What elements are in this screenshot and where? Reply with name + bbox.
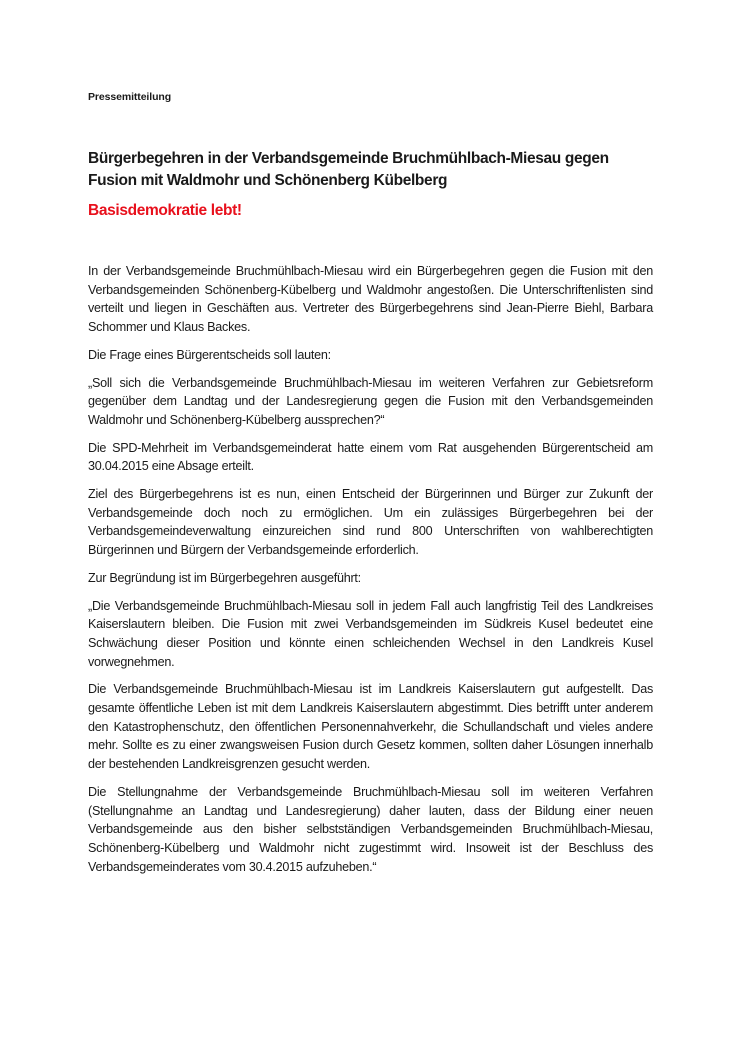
paragraph-question-quote: „Soll sich die Verbandsgemeinde Bruchmühlbach-Miesau im weiteren Verfahren zur Gebietsreform gegenüber dem Landtag und der Landesregierung gegen die Fusion mit den Verbandsgemeinden Waldmohr und Schönenberg-Kübelberg aussprechen?“	[88, 375, 653, 427]
paragraph-question-intro: Die Frage eines Bürgerentscheids soll lauten:	[88, 347, 331, 362]
press-release-body	[88, 262, 653, 885]
paragraph-spd-refusal: Die SPD-Mehrheit im Verbandsgemeinderat hatte einem vom Rat ausgehenden Bürgerentscheid am 30.04.2015 eine Absage erteilt.	[88, 440, 653, 474]
paragraph-reasoning-quote-2: Die Verbandsgemeinde Bruchmühlbach-Miesau ist im Landkreis Kaiserslautern gut aufgestellt. Das gesamte öffentliche Leben ist mit dem Landkreis Kaiserslautern abgestimmt. Dies betrifft unter anderem den Katastrophenschutz, den öffentlichen Personennahverkehr, die Schullandschaft und vieles andere mehr. Sollte es zu einer zwangsweisen Fusion durch Gesetz kommen, sollten daher Lösungen innerhalb der bestehenden Landkreisgrenzen gesucht werden.	[88, 682, 653, 772]
paragraph-reasoning-quote-1: „Die Verbandsgemeinde Bruchmühlbach-Miesau soll in jedem Fall auch langfristig Teil des Landkreises Kaiserslautern bleiben. Die Fusion mit zwei Verbandsgemeinden im Südkreis Kusel bedeutet eine Schwächung dieser Position und könnte einen schleichenden Wechsel in den Landkreis Kusel vorwegnehmen.	[88, 598, 653, 669]
document-type-label: Pressemitteilung	[88, 91, 172, 103]
paragraph-reasoning-intro: Zur Begründung ist im Bürgerbegehren ausgeführt:	[88, 570, 361, 585]
paragraph-intro: In der Verbandsgemeinde Bruchmühlbach-Miesau wird ein Bürgerbegehren gegen die Fusion mit den Verbandsgemeinden Schönenberg-Kübelberg und Waldmohr angestoßen. Die Unterschriftenlisten sind verteilt und liegen in Geschäften aus. Vertreter des Bürgerbegehrens sind Jean-Pierre Biehl, Barbara Schommer und Klaus Backes.	[88, 264, 653, 335]
paragraph-reasoning-quote-3: Die Stellungnahme der Verbandsgemeinde Bruchmühlbach-Miesau soll im weiteren Verfahren (Stellungnahme an Landtag und Landesregierung) daher lauten, dass der Bildung einer neuen Verbandsgemeinde aus den bisher selbstständigen Verbandsgemeinden Bruchmühlbach-Miesau, Schönenberg-Kübelberg und Waldmohr nicht zugestimmt wird. Insoweit ist der Beschluss des Verbandsgemeinderates vom 30.4.2015 aufzuheben.“	[88, 784, 653, 874]
press-release-subtitle: Basisdemokratie lebt!	[88, 202, 242, 219]
press-release-title: Bürgerbegehren in der Verbandsgemeinde Bruchmühlbach-Miesau gegen Fusion mit Waldmohr und Schönenberg Kübelberg	[88, 150, 609, 189]
paragraph-goal: Ziel des Bürgerbegehrens ist es nun, einen Entscheid der Bürgerinnen und Bürger zur Zukunft der Verbandsgemeinde doch noch zu ermöglichen. Um ein zulässiges Bürgerbegehren bei der Verbandsgemeindeverwaltung einzureichen sind rund 800 Unterschriften von wahlberechtigten Bürgerinnen und Bürgern der Verbandsgemeinde erforderlich.	[88, 487, 653, 558]
